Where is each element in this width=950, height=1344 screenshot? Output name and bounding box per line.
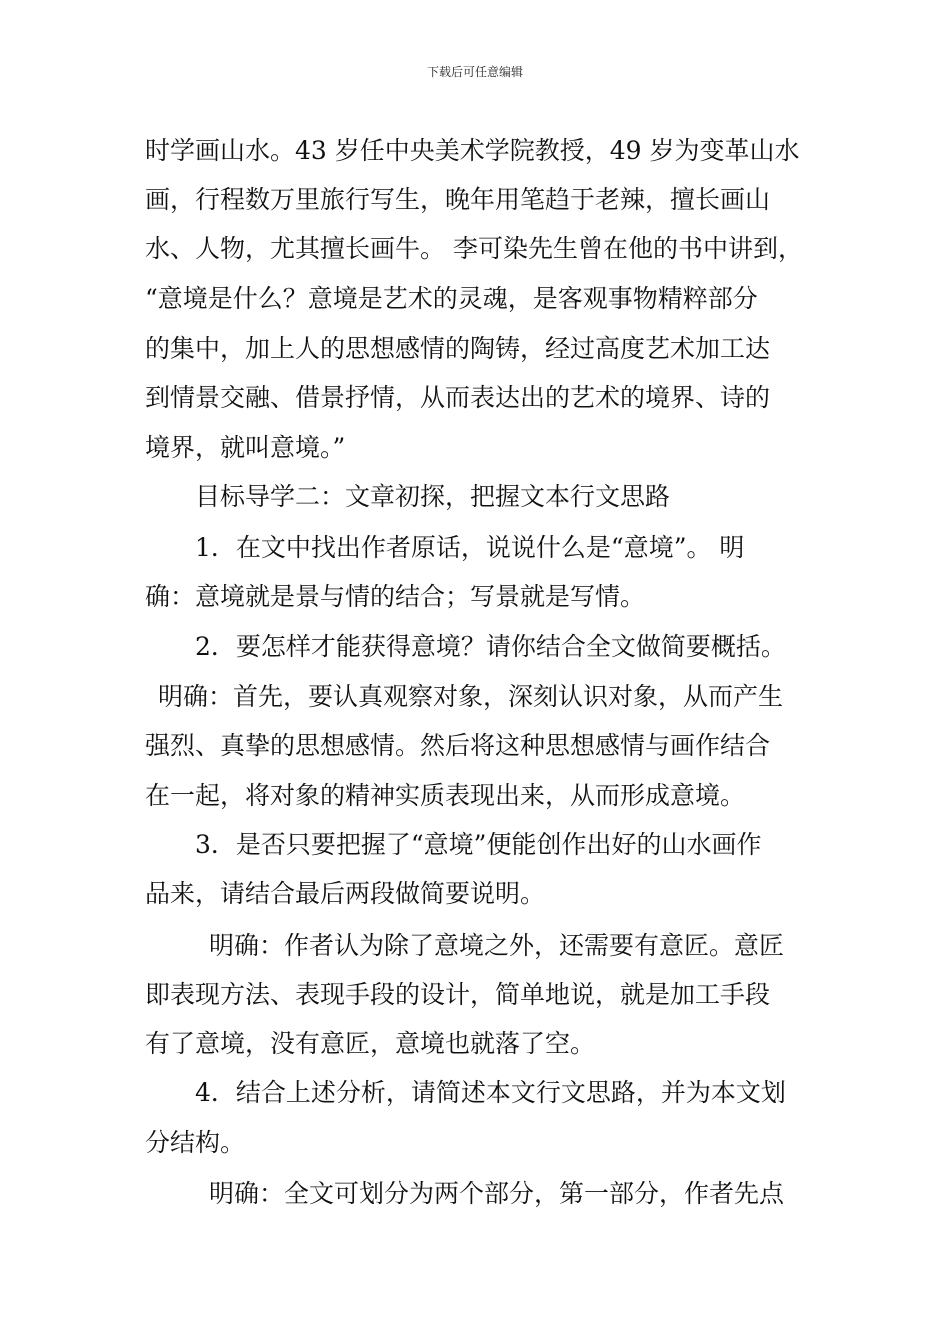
question-line: 4．结合上述分析，请简述本文行文思路，并为本文划 [195, 1078, 786, 1107]
section-heading: 目标导学二：文章初探，把握文本行文思路 [195, 482, 671, 511]
text-line: 有了意境，没有意匠，意境也就落了空。 [145, 1029, 596, 1058]
text-line: 的集中，加上人的思想感情的陶铸，经过高度艺术加工达 [145, 334, 771, 363]
text-line: 确：意境就是景与情的结合；写景就是写情。 [145, 582, 646, 611]
text-line: “意境是什么？意境是艺术的灵魂，是客观事物精粹部分 [145, 284, 758, 313]
page-header: 下载后可任意编辑 [426, 65, 523, 79]
text-line: 到情景交融、借景抒情，从而表达出的艺术的境界、诗的 [145, 383, 771, 412]
text-line: 品来，请结合最后两段做简要说明。 [145, 879, 546, 908]
text-line: 强烈、真挚的思想感情。然后将这种思想感情与画作结合 [145, 731, 771, 760]
text-line: 境界，就叫意境。” [145, 433, 346, 462]
answer-line: 明确：作者认为除了意境之外，还需要有意匠。意匠 [209, 931, 785, 960]
text-line: 时学画山水。43 岁任中央美术学院教授，49 岁为变革山水 [145, 136, 800, 165]
question-line: 3．是否只要把握了“意境”便能创作出好的山水画作 [195, 830, 762, 859]
text-line: 在一起，将对象的精神实质表现出来，从而形成意境。 [145, 781, 746, 810]
text-line: 画，行程数万里旅行写生，晚年用笔趋于老辣，擅长画山 [145, 185, 771, 214]
text-line: 即表现方法、表现手段的设计，简单地说，就是加工手段 [145, 980, 771, 1009]
text-line: 水、人物，尤其擅长画牛。 李可染先生曾在他的书中讲到， [145, 234, 803, 263]
question-line: 1．在文中找出作者原话，说说什么是“意境”。 明 [195, 533, 745, 562]
text-line: 分结构。 [145, 1128, 246, 1157]
answer-line: 明确：首先，要认真观察对象，深刻认识对象，从而产生 [158, 682, 784, 711]
answer-line: 明确：全文可划分为两个部分，第一部分，作者先点 [209, 1179, 785, 1208]
question-line: 2．要怎样才能获得意境？请你结合全文做简要概括。 [195, 632, 786, 661]
